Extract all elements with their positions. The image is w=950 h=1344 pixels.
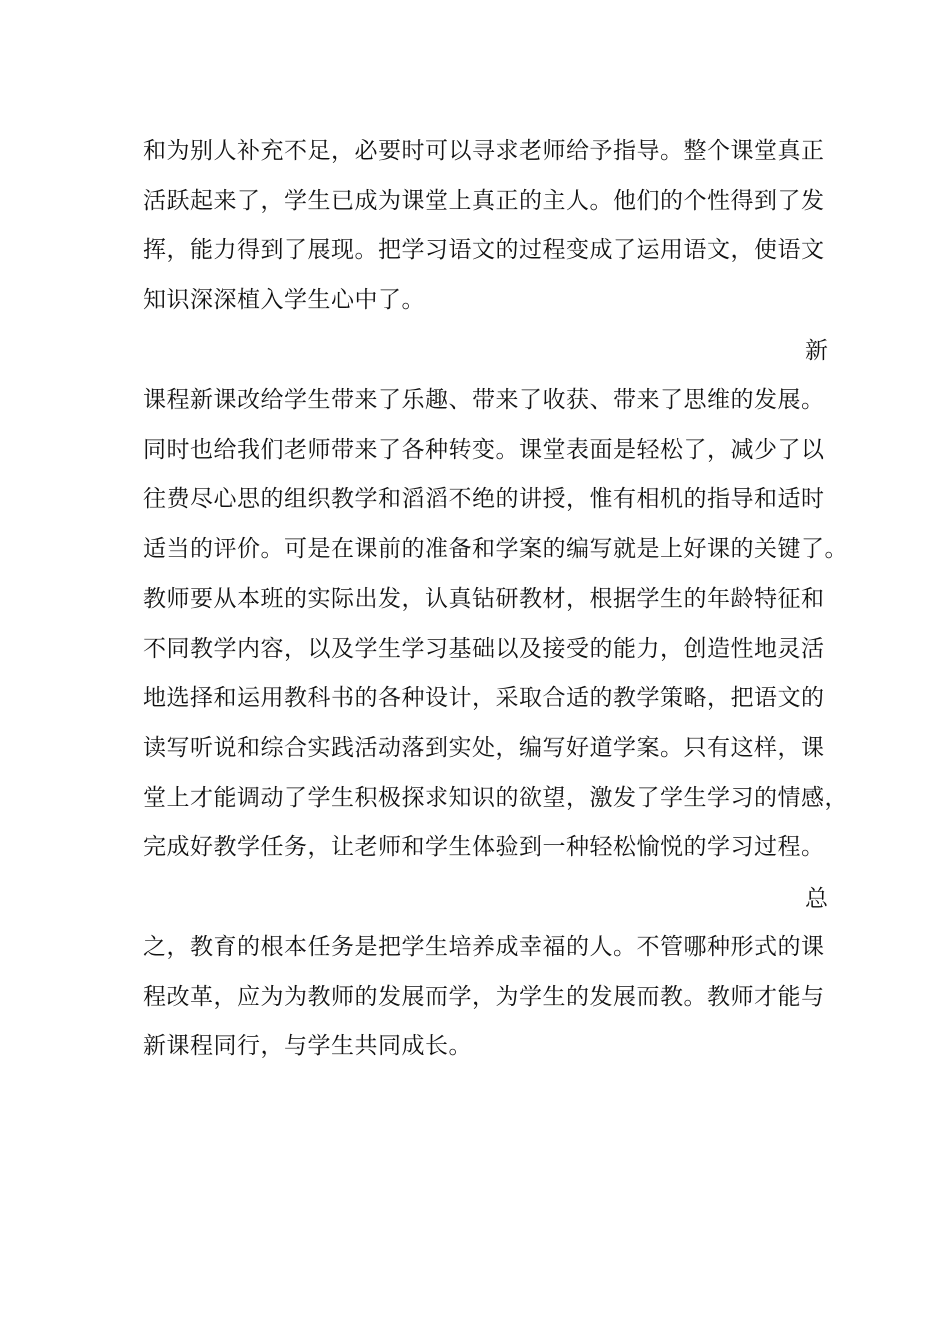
text-line: 活跃起来了，学生已成为课堂上真正的主人。他们的个性得到了发 bbox=[143, 188, 825, 214]
text-line: 挥，能力得到了展现。把学习语文的过程变成了运用语文，使语文 bbox=[143, 237, 825, 263]
text-line: 不同教学内容，以及学生学习基础以及接受的能力，创造性地灵活 bbox=[143, 636, 825, 662]
paragraph-lead-char: 总 bbox=[805, 886, 828, 912]
text-line: 读写听说和综合实践活动落到实处，编写好道学案。只有这样，课 bbox=[143, 735, 825, 761]
text-line: 同时也给我们老师带来了各种转变。课堂表面是轻松了，减少了以 bbox=[143, 437, 825, 463]
text-line: 知识深深植入学生心中了。 bbox=[143, 287, 425, 313]
text-line: 新课程同行，与学生共同成长。 bbox=[143, 1033, 472, 1059]
text-line: 和为别人补充不足，必要时可以寻求老师给予指导。整个课堂真正 bbox=[143, 138, 825, 164]
text-line: 之，教育的根本任务是把学生培养成幸福的人。不管哪种形式的课 bbox=[143, 934, 825, 960]
paragraph-lead-char: 新 bbox=[805, 338, 828, 364]
text-line: 地选择和运用教科书的各种设计，采取合适的教学策略，把语文的 bbox=[143, 685, 825, 711]
text-line: 适当的评价。可是在课前的准备和学案的编写就是上好课的关键了。 bbox=[143, 536, 848, 562]
text-line: 课程新课改给学生带来了乐趣、带来了收获、带来了思维的发展。 bbox=[143, 387, 825, 413]
text-line: 教师要从本班的实际出发，认真钻研教材，根据学生的年龄特征和 bbox=[143, 586, 825, 612]
text-line: 堂上才能调动了学生积极探求知识的欲望，激发了学生学习的情感， bbox=[143, 785, 848, 811]
text-line: 往费尽心思的组织教学和滔滔不绝的讲授，惟有相机的指导和适时 bbox=[143, 486, 825, 512]
text-line: 程改革，应为为教师的发展而学，为学生的发展而教。教师才能与 bbox=[143, 984, 825, 1010]
text-line: 完成好教学任务，让老师和学生体验到一种轻松愉悦的学习过程。 bbox=[143, 834, 825, 860]
